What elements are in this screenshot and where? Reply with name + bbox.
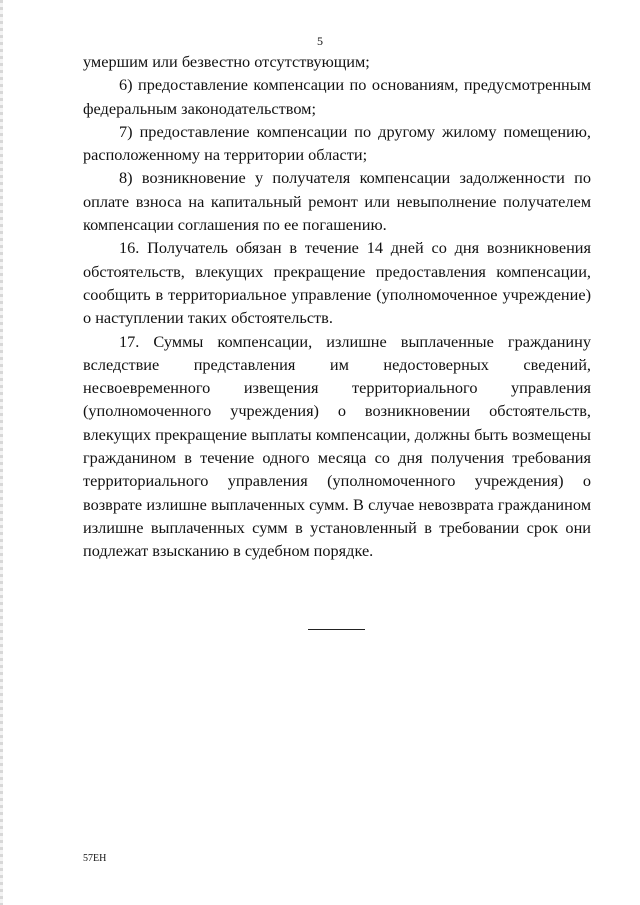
- clause-17: 17. Суммы компенсации, излишне выплаченные гражданину вследствие представления им недостоверных сведений, несвоевременного извещения территориального управления (уполномоченного учреждения) о возникновении обстоятельств, влекущих прекращение выплаты компенсации, должны быть возмещены гражданином в течение одного месяца со дня получения требования территориального управления (уполномоченного учреждения) о возврате излишне выплаченных сумм. В случае невозврата гражданином излишне выплаченных сумм в установленный в требовании срок они подлежат взысканию в судебном порядке.: [83, 331, 591, 561]
- document-body: [83, 50, 591, 563]
- list-item-6: 6) предоставление компенсации по основаниям, предусмотренным федеральным законодательством;: [83, 75, 591, 118]
- end-separator-line: [308, 629, 365, 630]
- document-code: 57EH: [83, 853, 107, 864]
- paragraph-continuation: умершим или безвестно отсутствующим;: [83, 52, 370, 71]
- list-item-8: 8) возникновение у получателя компенсации задолженности по оплате взноса на капитальный ремонт или невыполнение получателем компенсации соглашения по ее погашению.: [83, 168, 591, 235]
- clause-16: 16. Получатель обязан в течение 14 дней со дня возникновения обстоятельств, влекущих прекращение предоставления компенсации, сообщить в территориальное управление (уполномоченное учреждение) о наступлении таких обстоятельств.: [83, 238, 591, 328]
- page-number: 5: [317, 34, 323, 48]
- scan-edge: [0, 0, 3, 905]
- list-item-7: 7) предоставление компенсации по другому жилому помещению, расположенному на территории области;: [83, 121, 591, 165]
